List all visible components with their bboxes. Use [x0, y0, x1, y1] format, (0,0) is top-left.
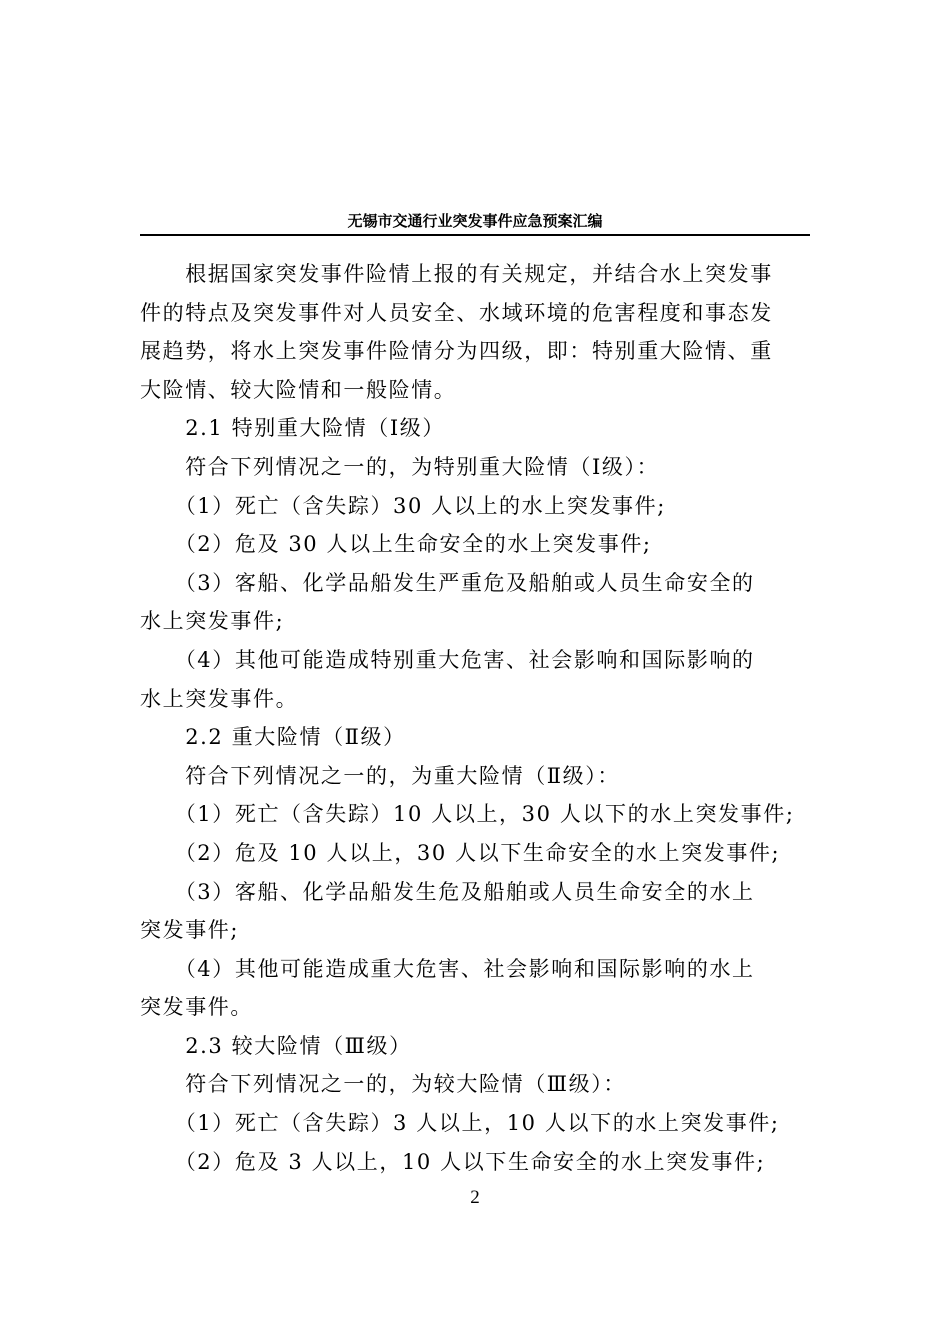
page-number: 2 — [470, 1187, 480, 1208]
paragraph-line: 展趋势，将水上突发事件险情分为四级，即：特别重大险情、重 — [140, 339, 773, 364]
section-heading-2-2: 2.2 重大险情（Ⅱ级） — [140, 725, 406, 750]
list-item-continuation: 突发事件。 — [140, 995, 253, 1020]
paragraph-line: 件的特点及突发事件对人员安全、水域环境的危害程度和事态发 — [140, 300, 773, 325]
list-item: （3）客船、化学品船发生严重危及船舶或人员生命安全的 — [140, 570, 755, 595]
paragraph-line: 符合下列情况之一的，为特别重大险情（Ⅰ级）： — [140, 454, 660, 479]
list-item: （4）其他可能造成特别重大危害、社会影响和国际影响的 — [140, 647, 755, 672]
list-item: （2）危及 10 人以上，30 人以下生命安全的水上突发事件; — [140, 840, 781, 865]
list-item-continuation: 突发事件; — [140, 918, 240, 943]
list-item: （1）死亡（含失踪）3 人以上，10 人以下的水上突发事件; — [140, 1111, 780, 1136]
section-heading-2-1: 2.1 特别重大险情（Ⅰ级） — [140, 416, 445, 441]
list-item: （4）其他可能造成重大危害、社会影响和国际影响的水上 — [140, 956, 755, 981]
running-header: 无锡市交通行业突发事件应急预案汇编 — [347, 212, 603, 230]
body-text — [140, 255, 820, 1181]
list-item-continuation: 水上突发事件; — [140, 609, 285, 634]
list-item: （3）客船、化学品船发生危及船舶或人员生命安全的水上 — [140, 879, 755, 904]
section-heading-2-3: 2.3 较大险情（Ⅲ级） — [140, 1033, 412, 1058]
header-rule — [140, 234, 810, 236]
paragraph-line: 根据国家突发事件险情上报的有关规定，并结合水上突发事 — [140, 262, 773, 286]
list-item: （1）死亡（含失踪）10 人以上，30 人以下的水上突发事件; — [140, 802, 795, 827]
list-item: （2）危及 3 人以上，10 人以下生命安全的水上突发事件; — [140, 1149, 766, 1174]
list-item: （2）危及 30 人以上生命安全的水上突发事件; — [140, 532, 652, 557]
paragraph-line: 大险情、较大险情和一般险情。 — [140, 377, 457, 402]
list-item-continuation: 水上突发事件。 — [140, 686, 299, 711]
paragraph-line: 符合下列情况之一的，为重大险情（Ⅱ级）： — [140, 763, 620, 788]
paragraph-line: 符合下列情况之一的，为较大险情（Ⅲ级）： — [140, 1072, 626, 1097]
list-item: （1）死亡（含失踪）30 人以上的水上突发事件; — [140, 493, 666, 518]
